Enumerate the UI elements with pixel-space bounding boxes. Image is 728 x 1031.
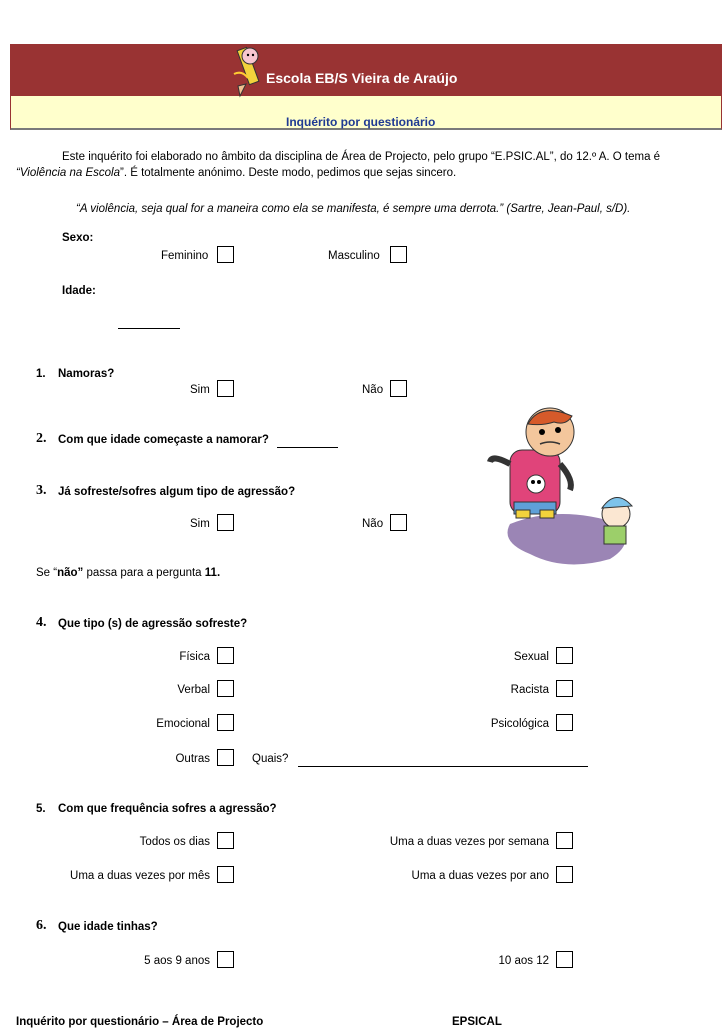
idade-input-line[interactable] <box>118 328 180 329</box>
sexo-label: Sexo: <box>62 232 94 244</box>
footer-left: Inquérito por questionário – Área de Projecto <box>16 1016 264 1028</box>
school-name: Escola EB/S Vieira de Araújo <box>266 70 458 86</box>
q3-option-nao: Não <box>362 518 384 530</box>
bullying-cartoon-illustration <box>470 404 650 574</box>
q4-checkbox-verbal[interactable] <box>217 680 234 697</box>
q4-which-label: Quais? <box>252 753 289 765</box>
q6-option-5-9: 5 aos 9 anos <box>144 955 210 967</box>
q3-checkbox-sim[interactable] <box>217 514 234 531</box>
q6-option-10-12: 10 aos 12 <box>498 955 549 967</box>
q5-checkbox-weekly[interactable] <box>556 832 573 849</box>
q6-checkbox-5-9[interactable] <box>217 951 234 968</box>
intro-quote: “A violência, seja qual for a maneira como ela se manifesta, é sempre uma derrota.” (Sartre, Jean-Paul, s/D). <box>76 203 631 215</box>
q4-option-fisica: Física <box>179 651 210 663</box>
q4-number: 4. <box>36 615 47 630</box>
q1-option-sim: Sim <box>190 384 210 396</box>
q5-option-daily: Todos os dias <box>139 836 210 848</box>
q4-text: Que tipo (s) de agressão sofreste? <box>58 618 248 630</box>
option-feminino: Feminino <box>161 250 209 262</box>
q4-checkbox-psicologica[interactable] <box>556 714 573 731</box>
q4-option-verbal: Verbal <box>177 684 210 696</box>
q2-text: Com que idade começaste a namorar? <box>58 434 269 446</box>
q4-option-emocional: Emocional <box>156 718 210 730</box>
q3-checkbox-nao[interactable] <box>390 514 407 531</box>
q3-number: 3. <box>36 483 47 498</box>
idade-label: Idade: <box>62 285 96 297</box>
intro-theme: “Violência na Escola <box>16 167 120 179</box>
q5-checkbox-yearly[interactable] <box>556 866 573 883</box>
skip-mid: passa para a pergunta <box>83 567 205 579</box>
option-masculino: Masculino <box>328 250 380 262</box>
pencil-mascot-logo <box>228 44 268 100</box>
q4-checkbox-racista[interactable] <box>556 680 573 697</box>
q4-checkbox-outras[interactable] <box>217 749 234 766</box>
footer-right: EPSICAL <box>452 1016 502 1028</box>
q1-option-nao: Não <box>362 384 384 396</box>
q5-checkbox-monthly[interactable] <box>217 866 234 883</box>
intro-line-2 <box>16 167 456 179</box>
q1-checkbox-nao[interactable] <box>390 380 407 397</box>
q1-checkbox-sim[interactable] <box>217 380 234 397</box>
q6-text: Que idade tinhas? <box>58 921 158 933</box>
q5-option-monthly: Uma a duas vezes por mês <box>70 870 210 882</box>
q4-which-input-line[interactable] <box>298 766 588 767</box>
q3-option-sim: Sim <box>190 518 210 530</box>
q4-option-racista: Racista <box>510 684 549 696</box>
skip-instruction <box>36 567 220 579</box>
q5-number: 5. <box>36 803 46 815</box>
checkbox-masculino[interactable] <box>390 246 407 263</box>
q5-option-weekly: Uma a duas vezes por semana <box>389 836 549 848</box>
q4-option-sexual: Sexual <box>513 651 549 663</box>
q2-number: 2. <box>36 431 47 446</box>
skip-bold-target: 11. <box>204 567 221 579</box>
checkbox-feminino[interactable] <box>217 246 234 263</box>
skip-bold-nao: não” <box>57 567 84 579</box>
q3-text: Já sofreste/sofres algum tipo de agressão? <box>58 486 296 498</box>
q1-number: 1. <box>36 368 46 380</box>
q4-option-psicologica: Psicológica <box>490 718 549 730</box>
q1-text: Namoras? <box>58 368 115 380</box>
questionnaire-title: Inquérito por questionário <box>286 115 436 129</box>
q4-checkbox-emocional[interactable] <box>217 714 234 731</box>
intro-line-2-rest: ”. É totalmente anónimo. Deste modo, pedimos que sejas sincero. <box>120 167 457 179</box>
q5-checkbox-daily[interactable] <box>217 832 234 849</box>
q6-checkbox-10-12[interactable] <box>556 951 573 968</box>
intro-line-1: Este inquérito foi elaborado no âmbito da disciplina de Área de Projecto, pelo grupo “E.PSIC.AL”, do 12.º A. O tema é <box>62 151 661 163</box>
q2-input-line[interactable] <box>277 447 338 448</box>
q4-checkbox-fisica[interactable] <box>217 647 234 664</box>
q4-checkbox-sexual[interactable] <box>556 647 573 664</box>
q6-number: 6. <box>36 918 47 933</box>
q4-option-outras: Outras <box>175 753 210 765</box>
q5-option-yearly: Uma a duas vezes por ano <box>411 870 549 882</box>
skip-pre: Se “ <box>36 567 58 579</box>
q5-text: Com que frequência sofres a agressão? <box>58 803 277 815</box>
